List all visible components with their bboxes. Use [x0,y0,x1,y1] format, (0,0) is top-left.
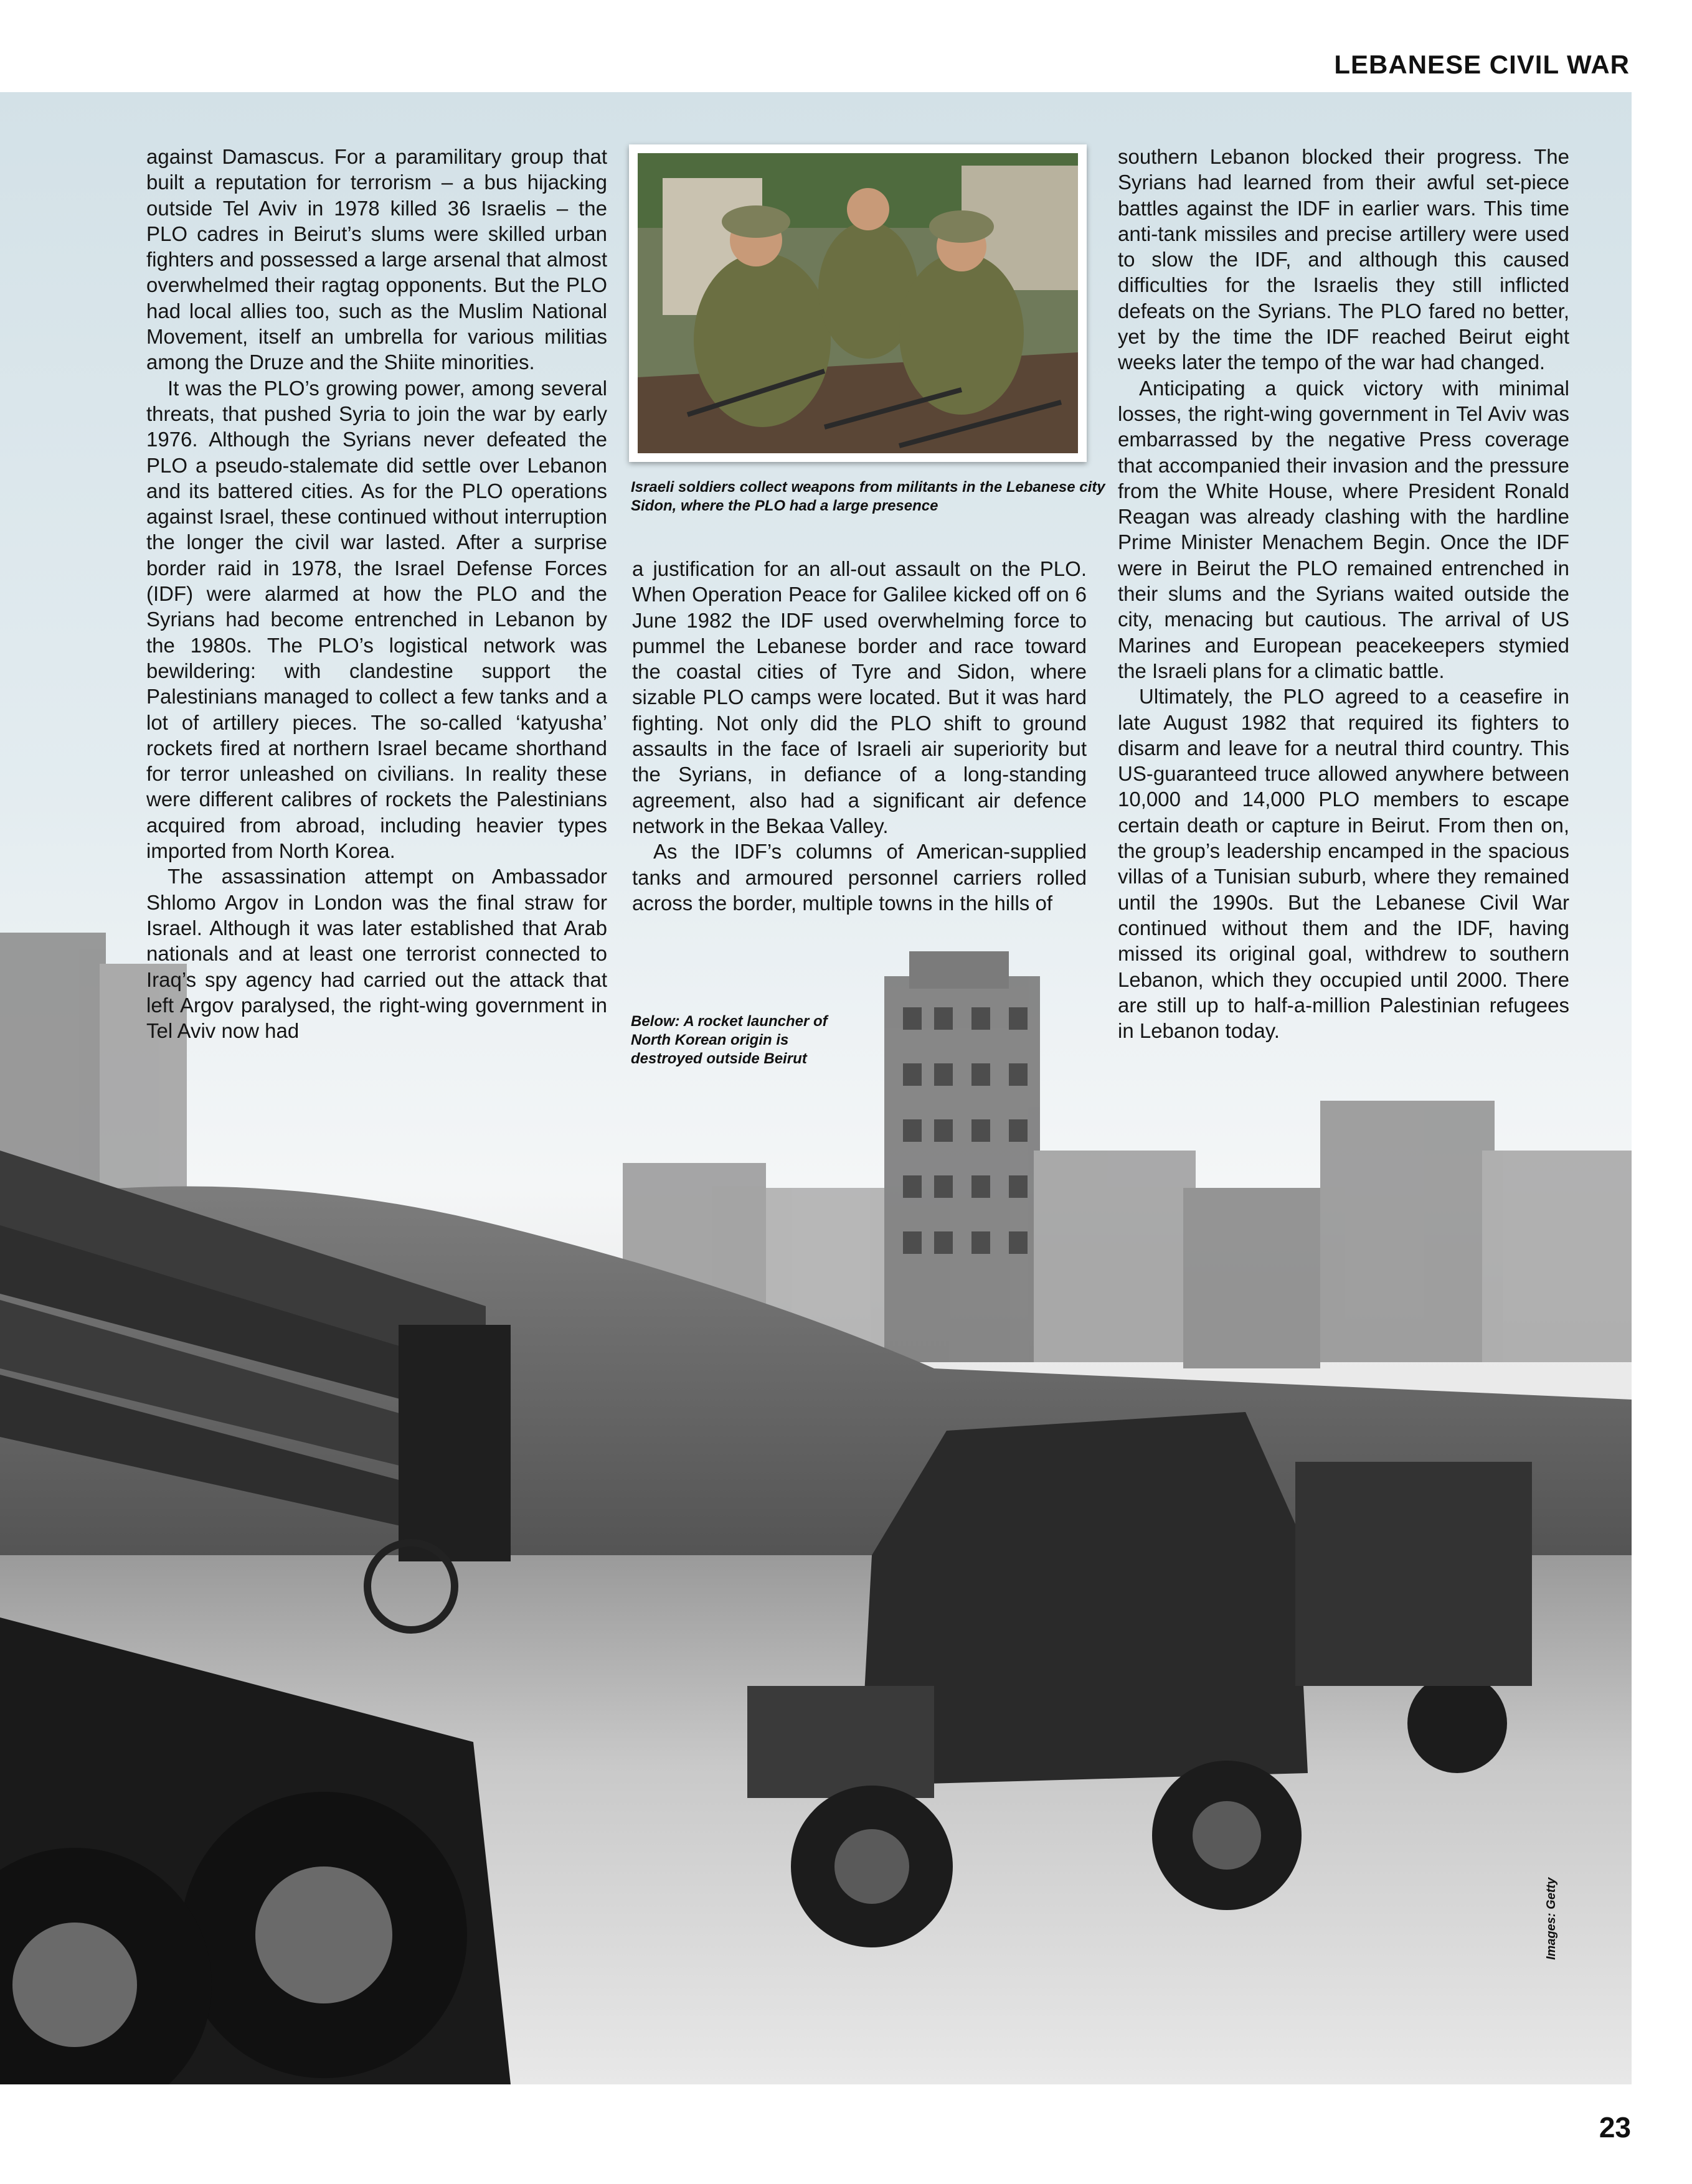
paragraph: It was the PLO’s growing power, among several threats, that pushed Syria to join the war by early 1976. Although the Syrians never defeated the PLO a pseudo-stalemate did settle over Lebanon and its battered cities. As for the PLO operations against Israel, these continued without interruption the longer the civil war lasted. After a surprise border raid in 1978, the Israel Defense Forces (IDF) were alarmed at how the PLO and the Syrians had become entrenched in Lebanon by the 1980s. The PLO’s logistical network was bewildering: with clandestine support the Palestinians managed to collect a few tanks and a lot of artillery pieces. The so-called ‘katyusha’ rockets fired at northern Israel became shorthand for terror unleashed on civilians. In reality these were different calibres of rockets the Palestinians acquired from abroad, including heavier types imported from North Korea. [146,376,607,863]
paragraph: against Damascus. For a paramilitary group that built a reputation for terrorism – a bus hijacking outside Tel Aviv in 1978 killed 36 Israelis – the PLO cadres in Beirut’s slums were skilled urban fighters and possessed a large arsenal that almost overwhelmed their ragtag opponents. But the PLO had local allies too, such as the Muslim National Movement, itself an umbrella for various militias among the Druze and the Shiite minorities. [146,145,607,374]
paragraph: southern Lebanon blocked their progress. The Syrians had learned from their awful set-piece battles against the IDF in earlier wars. This time anti-tank missiles and precise artillery were used to slow the IDF, and although this caused difficulties for the Israelis they still inflicted defeats on the Syrians. The PLO fared no better, yet by the time the IDF reached Beirut eight weeks later the tempo of the war had changed. [1118,145,1569,374]
caption-label: Below: [631,1013,680,1030]
page-number: 23 [1599,2111,1631,2144]
paragraph: Anticipating a quick victory with minimal losses, the right-wing government in Tel Aviv was embarrassed by the negative Press coverage that accompanied their invasion and the pressure from the White House, where President Ronald Reagan was already clashing with the hardline Prime Minister Menachem Begin. Once the IDF were in Beirut the PLO remained entrenched in their slums and the Syrians waited outside the city, menacing but cautious. The arrival of US Marines and European peacekeepers stymied the Israeli plans for a climatic battle. [1118,376,1569,682]
section-label: LEBANESE CIVIL WAR [1334,50,1630,79]
paragraph: a justification for an all-out assault on the PLO. When Operation Peace for Galilee kicked off on 6 June 1982 the IDF used overwhelming force to pummel the Lebanese border and race toward the coastal cities of Tyre and Sidon, where sizable PLO camps were located. But it was hard fighting. Not only did the PLO shift to ground assaults in the face of Israeli air superiority but the Syrians, in defiance of a long-standing agreement, also had a significant air defence network in the Bekaa Valley. [632,557,1087,837]
article-column-2 [632,556,1087,916]
article-column-3 [1118,144,1569,1043]
paragraph: The assassination attempt on Ambassador Shlomo Argov in London was the final straw for Israel. Although it was later established that Arab nationals and at least one terrorist connected to Iraq’s spy agency had carried out the attack that left Argov paralysed, the right-wing government in Tel Aviv now had [146,865,607,1043]
image-credit: Images: Getty [1544,1877,1558,1960]
soldiers-photo [638,153,1078,453]
caption-text: A rocket launcher of North Korean origin is destroyed outside Beirut [631,1013,828,1067]
paragraph: As the IDF’s columns of American-supplied tanks and armoured personnel carriers rolled across the border, multiple towns in the hills of [632,840,1087,915]
inset-photo-caption: Israeli soldiers collect weapons from militants in the Lebanese city Sidon, where the PLO had a large presence [631,479,1105,514]
main-photo-caption [631,1012,855,1068]
article-column-1 [146,144,607,1043]
paragraph: Ultimately, the PLO agreed to a ceasefire in late August 1982 that required its fighters to disarm and leave for a neutral third country. This US-guaranteed truce allowed anywhere between 10,000 and 14,000 PLO members to escape certain death or capture in Beirut. From then on, the group’s leadership encamped in the spacious villas of a Tunisian suburb, where they remained until the 1990s. But the Lebanese Civil War continued without them and the IDF, having missed its original goal, withdrew to southern Lebanon, which they occupied until 2000. There are still up to half-a-million Palestinian refugees in Lebanon today. [1118,685,1569,1043]
inset-photo-frame [629,144,1087,462]
